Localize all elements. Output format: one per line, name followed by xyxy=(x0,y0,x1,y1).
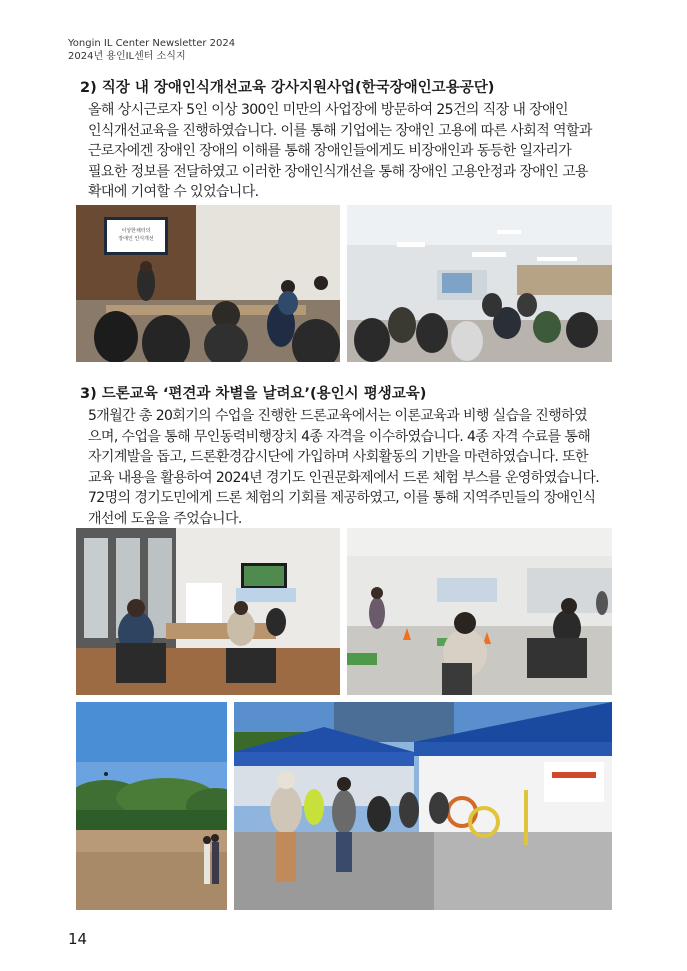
page-number: 14 xyxy=(68,930,88,948)
section-3-line: 5개월간 총 20회기의 수업을 진행한 드론교육에서는 이론교육과 비행 실습을 진행하였 xyxy=(88,408,587,424)
section-3-line: 교육 내용을 활용하여 2024년 경기도 인권문화제에서 드론 체험 부스를 운영하였습니다. xyxy=(88,469,600,486)
photo-lecture-room xyxy=(76,205,340,362)
photo-drone-field xyxy=(76,702,227,910)
section-3-line: 자기계발을 돕고, 드론환경감시단에 가입하며 사회활동의 기반을 마련하였습니다. 또한 xyxy=(88,449,588,465)
slide-text: 이상한채터의 xyxy=(121,228,151,234)
section-3-line: 으며, 수업을 통해 무인동력비행장치 4종 자격을 이수하였습니다. 4종 자격 수료를 통해 xyxy=(88,428,591,445)
section-2-line: 인식개선교육을 진행하였습니다. 이를 통해 기업에는 장애인 고용에 따른 사회적 역할과 xyxy=(88,122,592,139)
section-drone-education xyxy=(76,384,616,529)
header-title-en: Yongin IL Center Newsletter 2024 xyxy=(68,38,236,49)
slide-text: 장애인 인식개선 xyxy=(118,236,154,242)
section-3-title: 3) 드론교육 ‘편견과 차별을 날려요’(용인시 평생교육) xyxy=(80,386,427,402)
section-3-line: 72명의 경기도민에게 드론 체험의 기회를 제공하였고, 이를 통해 지역주민들의 장애인식 xyxy=(88,490,596,506)
section-2-line: 확대에 기여할 수 있었습니다. xyxy=(88,184,259,200)
section-2-line: 필요한 정보를 전달하였고 이러한 장애인식개선을 통해 장애인 고용안정과 장애인 고용 xyxy=(88,163,588,180)
photo-drone-classroom xyxy=(76,528,340,695)
section-2-body xyxy=(88,100,616,203)
section-2-line: 근로자에겐 장애인 장애의 이해를 통해 장애인들에게도 비장애인과 동등한 일자리가 xyxy=(88,143,572,159)
photo-drone-practice xyxy=(347,528,612,695)
header-title-ko: 2024년 용인IL센터 소식지 xyxy=(68,51,186,62)
section-workplace-education xyxy=(76,78,616,203)
newsletter-header xyxy=(68,37,235,63)
section-3-body xyxy=(88,406,616,529)
section-3-line: 개선에 도움을 주었습니다. xyxy=(88,510,242,527)
section-2-title: 2) 직장 내 장애인식개선교육 강사지원사업(한국장애인고용공단) xyxy=(80,80,495,96)
section-2-line: 올해 상시근로자 5인 이상 300인 미만의 사업장에 방문하여 25건의 직장 내 장애인 xyxy=(88,102,568,118)
photo-drone-booth xyxy=(234,702,612,910)
photo-lecture-hall xyxy=(347,205,612,362)
